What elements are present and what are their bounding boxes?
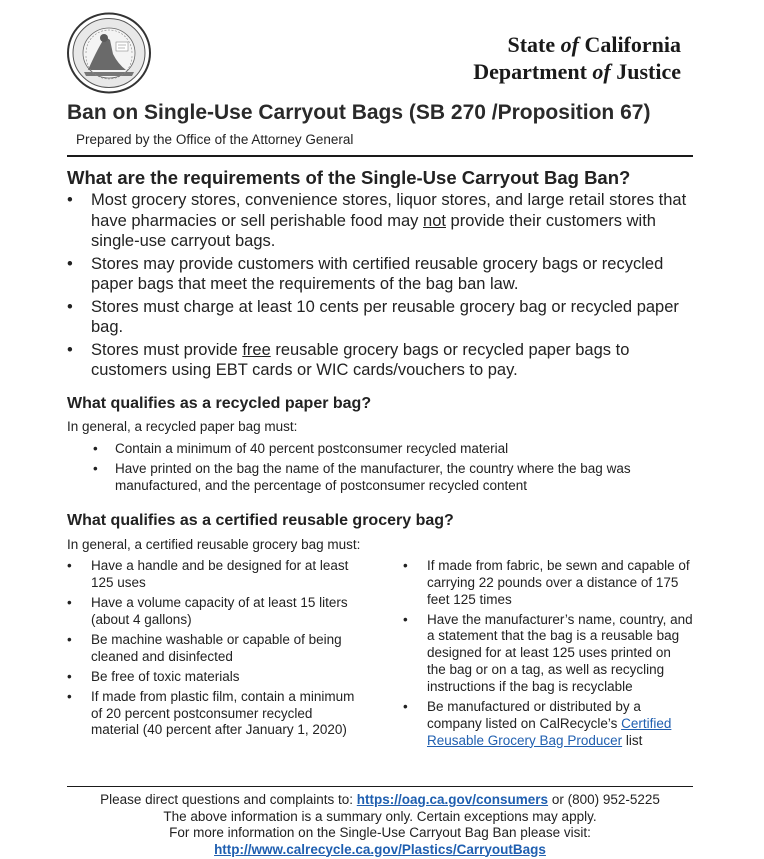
divider — [67, 155, 693, 157]
list-item: • Contain a minimum of 40 percent postconsumer recycled material — [93, 440, 693, 457]
list-item: • Have the manufacturer’s name, country, and a statement that the bag is a reusable bag designed for at least 125 uses printed on the bag or on a tag, as well as recycling instructions if the bag is recyclable — [403, 612, 693, 696]
attorney-general-seal-icon — [66, 12, 152, 94]
footer-contact-line: Please direct questions and complaints to: https://oag.ca.gov/consumers or (800) 952-5225 — [100, 792, 660, 807]
list-item: • Stores may provide customers with certified reusable grocery bags or recycled paper bags that meet the requirements of the bag ban law. — [67, 254, 693, 295]
paper-bag-heading: What qualifies as a recycled paper bag? — [67, 395, 372, 412]
calrecycle-carryout-bags-link[interactable]: http://www.calrecycle.ca.gov/Plastics/CarryoutBags — [214, 841, 546, 857]
list-item: • Stores must provide free reusable grocery bags or recycled paper bags to customers using EBT cards or WIC cards/vouchers to pay. — [67, 340, 693, 381]
calrecycle-producer-list-link[interactable]: Certified Reusable Grocery Bag Producer — [427, 715, 672, 748]
reusable-bag-lead: In general, a certified reusable grocery bag must: — [67, 537, 361, 552]
paper-bag-list — [93, 440, 693, 497]
requirements-list — [67, 190, 693, 383]
consumers-link[interactable]: https://oag.ca.gov/consumers — [356, 792, 549, 807]
list-item: • Most grocery stores, convenience stores, liquor stores, and large retail stores that have pharmacies or sell perishable food may not provide their customers with single-use carryout bags. — [67, 190, 693, 252]
prepared-by: Prepared by the Office of the Attorney General — [76, 132, 354, 147]
list-item: • Have printed on the bag the name of the manufacturer, the country where the bag was manufactured, and the percentage of postconsumer recycled content — [93, 460, 693, 494]
list-item: • Have a handle and be designed for at least 125 uses — [67, 558, 357, 592]
requirements-heading: What are the requirements of the Single-Use Carryout Bag Ban? — [67, 167, 631, 188]
footer-disclaimer: The above information is a summary only. Certain exceptions may apply. — [163, 808, 597, 824]
paper-bag-lead: In general, a recycled paper bag must: — [67, 419, 298, 434]
reusable-bag-list-right — [403, 558, 693, 753]
footer — [67, 792, 693, 858]
list-item: • If made from plastic film, contain a minimum of 20 percent postconsumer recycled material (40 percent after January 1, 2020) — [67, 689, 357, 739]
footer-link-line — [67, 842, 693, 859]
reusable-bag-heading: What qualifies as a certified reusable grocery bag? — [67, 512, 454, 529]
agency-line-department: Department of Justice — [473, 59, 681, 84]
list-item: • Have a volume capacity of at least 15 liters (about 4 gallons) — [67, 595, 357, 629]
divider — [67, 786, 693, 787]
agency-name — [473, 31, 681, 85]
list-item: • Stores must charge at least 10 cents per reusable grocery bag or recycled paper bag. — [67, 297, 693, 338]
list-item: • Be machine washable or capable of being cleaned and disinfected — [67, 632, 357, 666]
page-title: Ban on Single-Use Carryout Bags (SB 270 /Proposition 67) — [67, 101, 651, 124]
reusable-bag-list-left — [67, 558, 357, 742]
footer-more-info: For more information on the Single-Use Carryout Bag Ban please visit: — [169, 825, 591, 840]
list-item: • Be free of toxic materials — [67, 669, 357, 686]
list-item: • Be manufactured or distributed by a company listed on CalRecycle’s Certified Reusable Grocery Bag Producer list — [403, 699, 693, 749]
list-item: • If made from fabric, be sewn and capable of carrying 22 pounds over a distance of 175 feet 125 times — [403, 558, 693, 608]
agency-line-state: State of California — [507, 32, 681, 57]
